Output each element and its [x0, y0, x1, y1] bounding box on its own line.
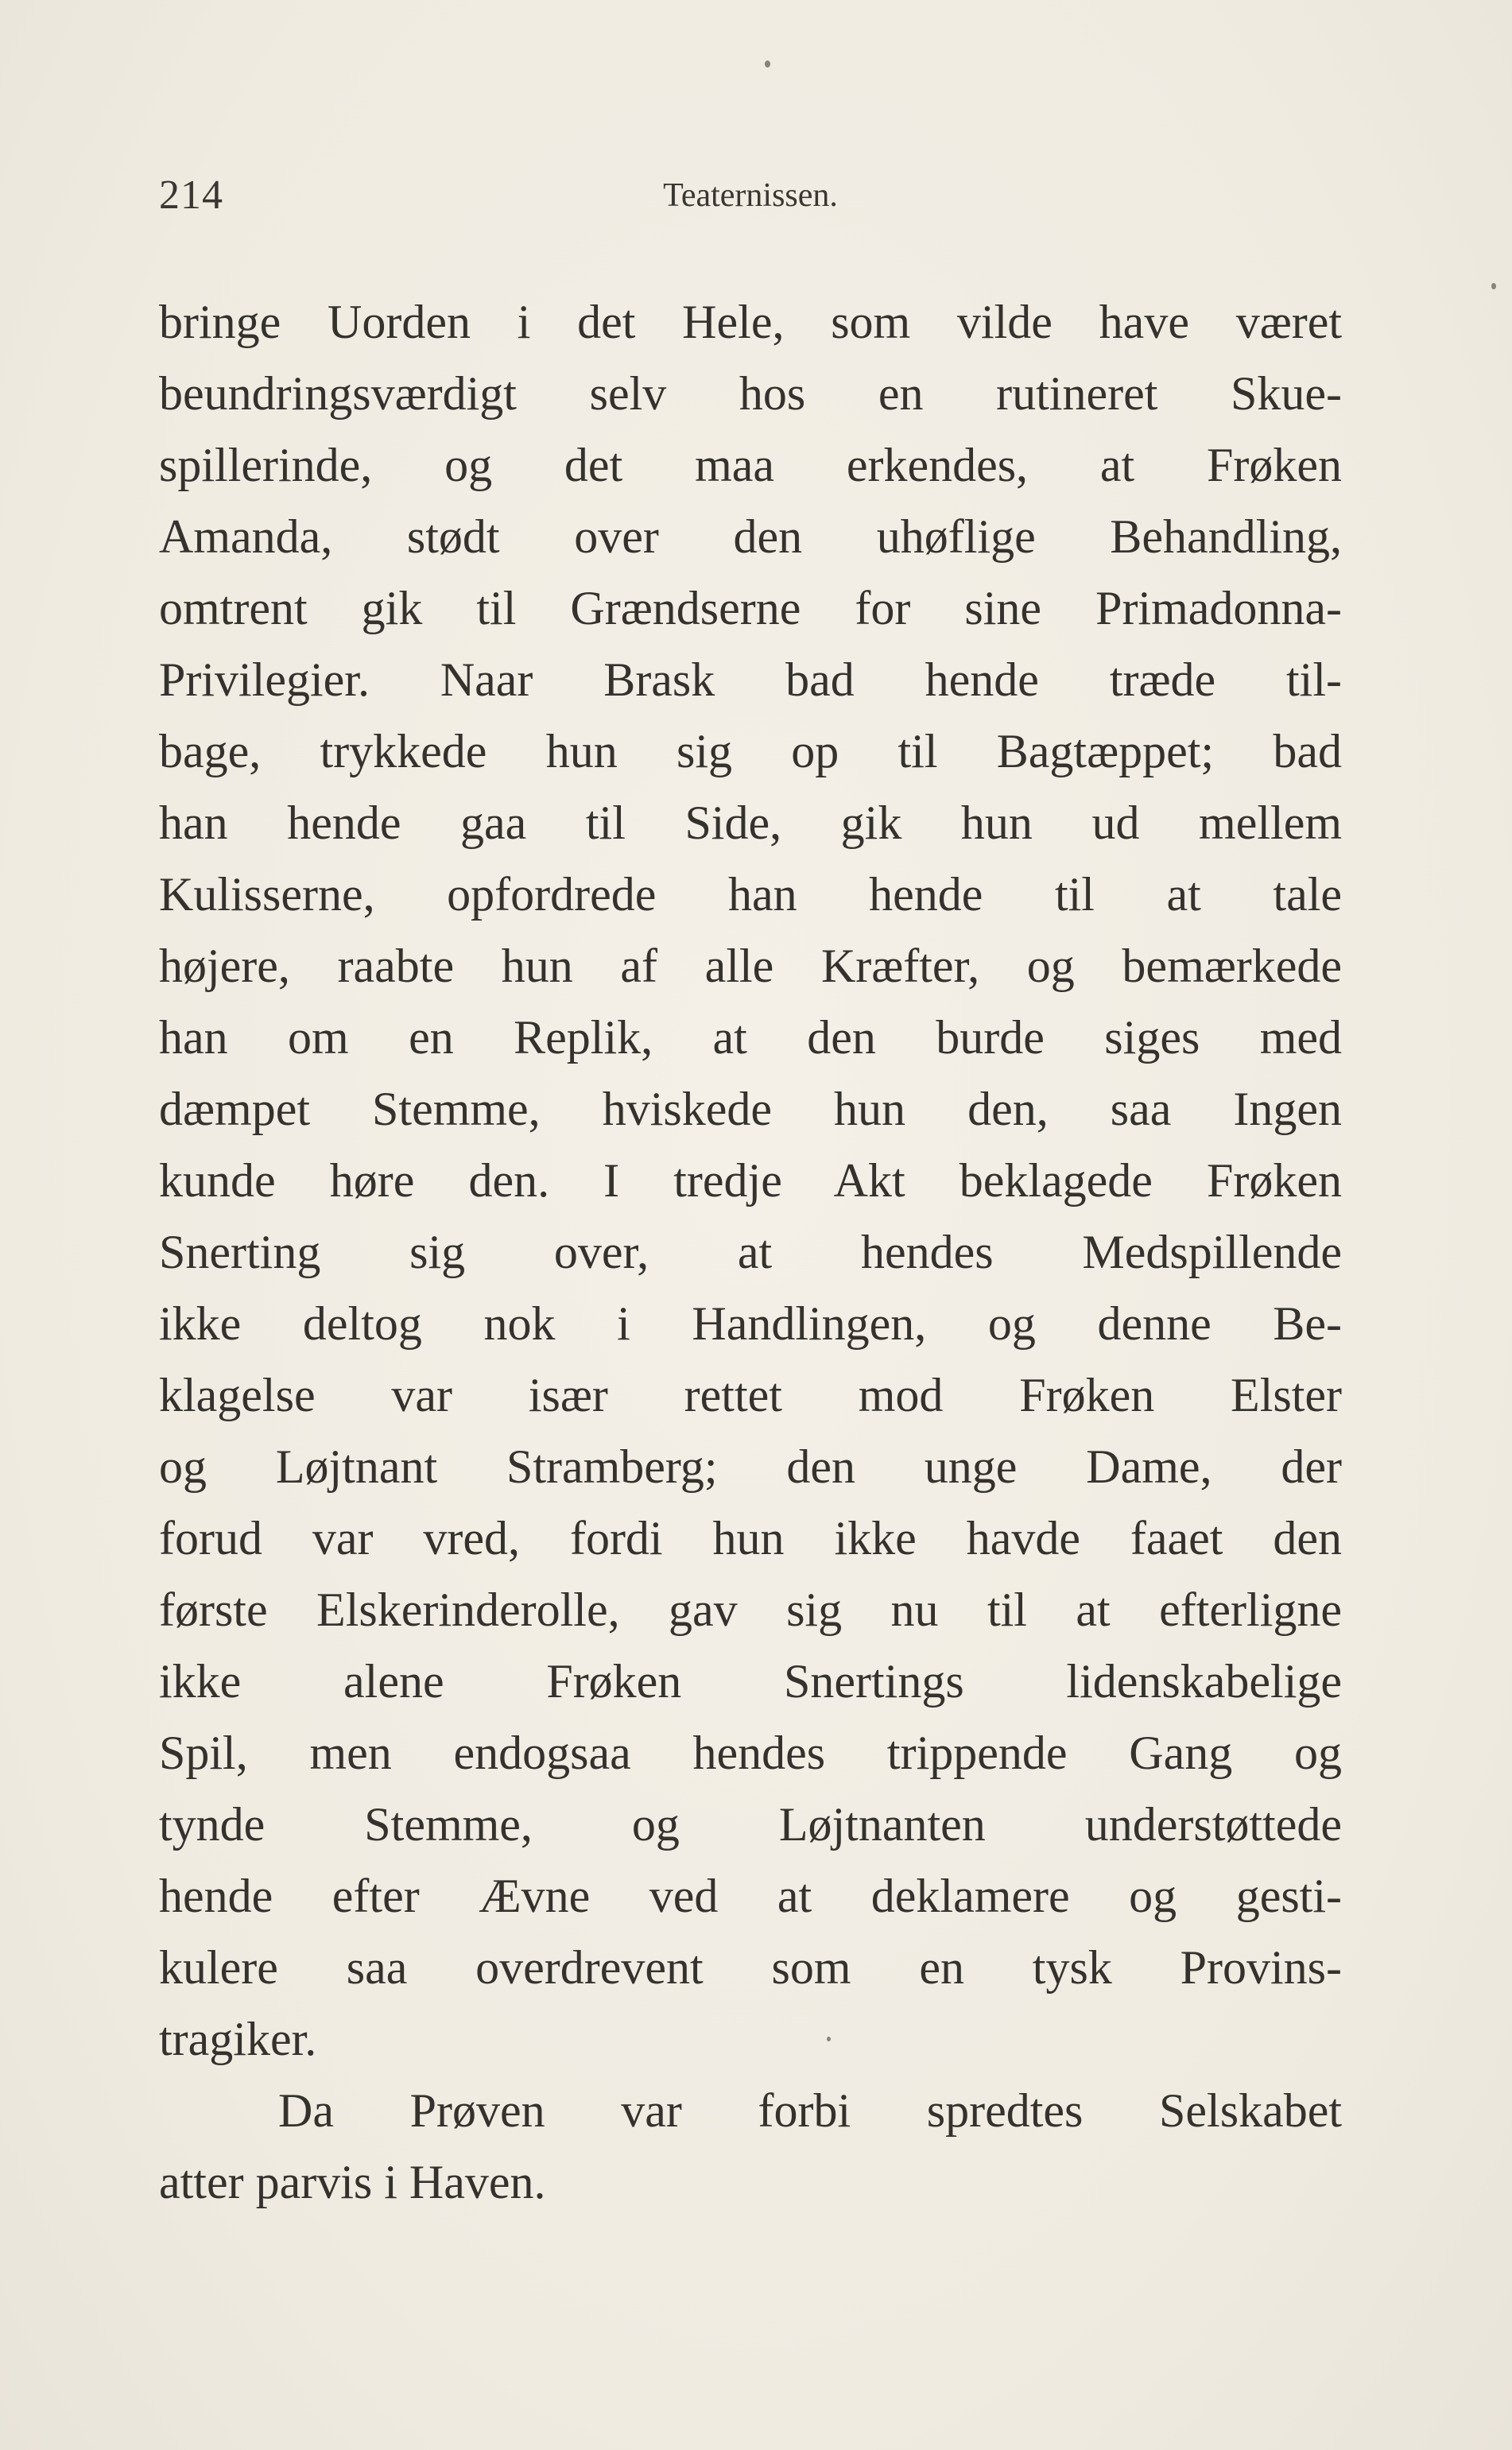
text-line: beundringsværdigt selv hos en rutineret Skue- [159, 367, 1342, 420]
text-line: Amanda, stødt over den uhøflige Behandling, [159, 510, 1342, 563]
running-head [159, 164, 1342, 227]
text-line: kunde høre den. I tredje Akt beklagede Frøken [159, 1154, 1342, 1207]
text-line: ikke alene Frøken Snertings lidenskabelige [159, 1655, 1342, 1708]
text-line: tragiker. [159, 2013, 317, 2065]
text-line: højere, raabte hun af alle Kræfter, og bemærkede [159, 940, 1342, 992]
text-line: første Elskerinderolle, gav sig nu til at efterligne [159, 1584, 1342, 1636]
body-text [159, 286, 1342, 2218]
text-line: tynde Stemme, og Løjtnanten understøttede [159, 1798, 1342, 1851]
text-line: spillerinde, og det maa erkendes, at Frøken [159, 439, 1342, 491]
paragraph [159, 2075, 1342, 2218]
text-line: Snerting sig over, at hendes Medspillende [159, 1226, 1342, 1278]
paper-speck [765, 60, 770, 68]
text-line: bage, trykkede hun sig op til Bagtæppet; bad [159, 725, 1342, 777]
text-line: dæmpet Stemme, hviskede hun den, saa Ingen [159, 1083, 1342, 1135]
text-line: Spil, men endogsaa hendes trippende Gang og [159, 1727, 1342, 1779]
text-line: forud var vred, fordi hun ikke havde faaet den [159, 1512, 1342, 1564]
text-line: atter parvis i Haven. [159, 2156, 546, 2208]
text-line: Privilegier. Naar Brask bad hende træde til- [159, 653, 1342, 706]
paper-speck [827, 2037, 831, 2041]
paper-speck [1491, 283, 1496, 289]
page-number: 214 [159, 173, 223, 218]
text-line: klagelse var især rettet mod Frøken Elster [159, 1369, 1342, 1421]
text-line: bringe Uorden i det Hele, som vilde have været [159, 296, 1342, 348]
text-line: Da Prøven var forbi spredtes Selskabet [278, 2084, 1342, 2137]
text-line: og Løjtnant Stramberg; den unge Dame, der [159, 1440, 1342, 1493]
text-line: ikke deltog nok i Handlingen, og denne Be- [159, 1297, 1342, 1350]
running-title: Teaternissen. [663, 177, 838, 214]
text-line: han om en Replik, at den burde siges med [159, 1011, 1342, 1064]
text-line: Kulisserne, opfordrede han hende til at tale [159, 868, 1342, 921]
text-line: omtrent gik til Grændserne for sine Primadonna- [159, 582, 1342, 634]
text-line: han hende gaa til Side, gik hun ud mellem [159, 797, 1342, 849]
paragraph [159, 286, 1342, 2075]
text-line: hende efter Ævne ved at deklamere og gesti- [159, 1870, 1342, 1922]
text-line: kulere saa overdrevent som en tysk Provins- [159, 1941, 1342, 1994]
